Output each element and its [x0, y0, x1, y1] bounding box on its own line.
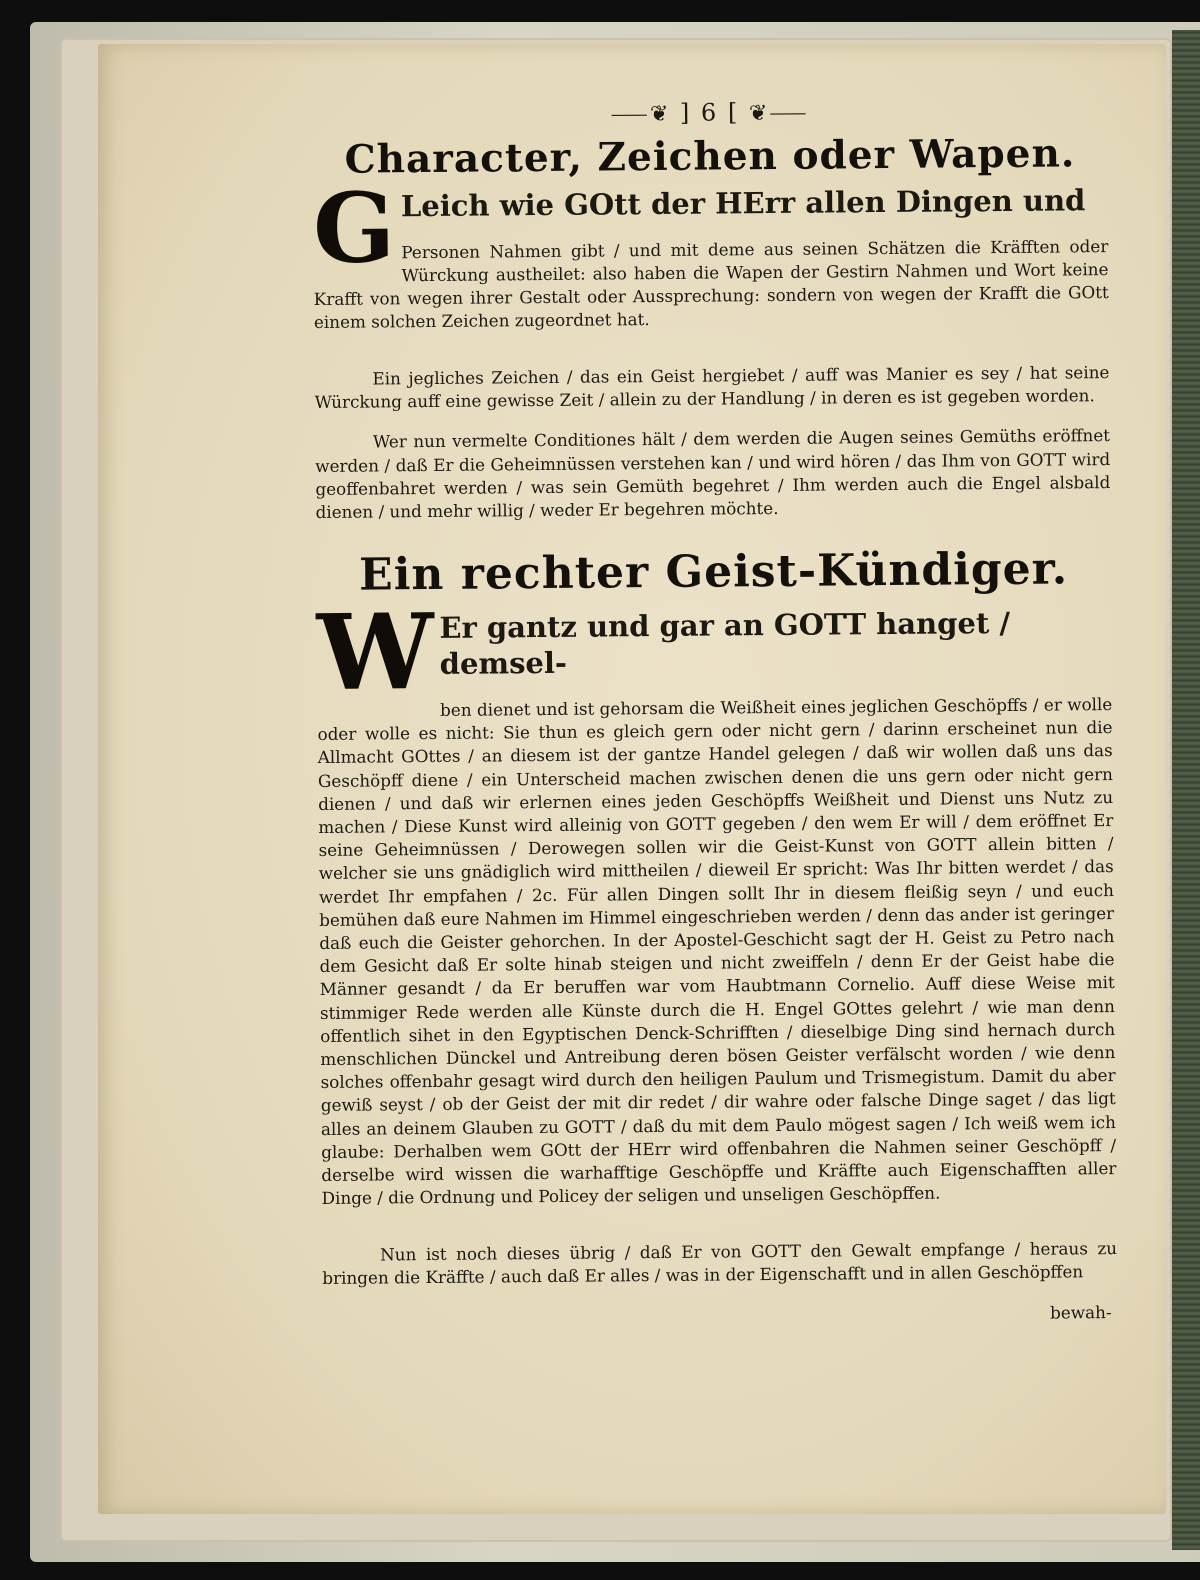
page-header	[312, 93, 1107, 131]
section-2-paragraph-2: Nun ist noch dieses übrig / daß Er von GOTT den Gewalt empfange / heraus zu bringen die Kräffte / auch daß Er alles / was in der Eigenschafft und in allen Geschöpffen	[322, 1238, 1118, 1289]
ornament-left-icon: ⸺❦	[610, 101, 671, 128]
page-title: Character, Zeichen oder Wapen.	[344, 130, 1076, 183]
section-1-lead-line: Leich wie GOtt der HErr allen Dingen und	[400, 183, 1086, 224]
cloth-binding-edge	[1172, 30, 1200, 1550]
drop-cap-g: G	[312, 171, 396, 285]
section-1-paragraph-2: Ein jegliches Zeichen / das ein Geist hergiebet / auff was Manier es sey / hat seine Würckung auff eine gewisse Zeit / allein zu der Handlung / in deren es ist gegeben worden.	[314, 362, 1110, 413]
section-2-lead-line: Er gantz und gar an GOTT hanget / demsel-	[439, 606, 1011, 682]
section-2-text: ben dienet und ist gehorsam die Weißheit eines jeglichen Geschöpffs / er wolle oder wolle es nicht: Sie thun es gleich gern oder nicht gern / darinn erscheinet nun die Allmacht GOttes / an diesem ist der gantze Handel gelegen / daß wir wollen daß uns das Geschöpff diene / ein Unterscheid machen zwischen denen die uns gern oder nicht gern dienen / und daß wir erlernen eines jeden Geschöpffs Weißheit und Dienst uns Nutz zu machen / Diese Kunst wird alleinig von GOTT gegeben / den wem Er will / dem eröffnet Er seine Geheimnüssen / Derowegen sollen wir die Geist-Kunst von GOTT allein bitten / welcher sie uns gnädiglich wird mittheilen / dieweil Er spricht: Was Ihr bitten werdet / das werdet Ihr empfahen / 2c. Für allen Dingen sollt Ihr in diesem fleißig seyn / und euch bemühen daß eure Nahmen im Himmel eingeschrieben werden / denn das ander ist geringer daß euch die Geister gehorchen. In der Apostel-Geschicht sagt der H. Geist zu Petro nach dem Gesicht daß Er solte hinab steigen und nicht zweiffeln / denn Er der Geist habe die Männer gesandt / da Er beruffen war vom Haubtmann Cornelio. Auff diese Weise mit stimmiger Rede werden alle Künste durch die H. Engel GOttes gelehrt / wie man denn offentlich sihet in den Egyptischen Denck-Schrifften / dieselbige Ding sind hernach durch menschlichen Dünckel und Antreibung deren bösen Geister verfälscht worden / wie denn solches offenbahr gesagt wird durch den heiligen Paulum und Trismegistum. Damit du aber gewiß seyst / ob der Geist der mit dir redet / dir wahre oder falsche Dinge saget / das ligt alles an deinem Glauben zu GOTT / daß du mit dem Paulo mögest sagen / Ich weiß wem ich glaube: Derhalben wem GOtt der HErr wird offenbahren die Nahmen seiner Geschöpff / derselbe wird wissen die warhafftige Geschöpffe und Kräffte auch Eigenschafften aller Dinge / die Ordnung und Policey der seligen und unseligen Geschöpffen.	[317, 694, 1117, 1209]
section-1-paragraph-3: Wer nun vermelte Conditiones hält / dem werden die Augen seines Gemüths eröffnet werden / daß Er die Geheimnüssen verstehen kan / und wird hören / das Ihm von GOTT wird geoffenbahret werden / was sein Gemüth begehret / Ihm werden auch die Engel alsbald dienen / und mehr willig / weder Er begehren möchte.	[315, 425, 1111, 522]
ornament-right-icon: ❦⸺	[748, 100, 809, 127]
section-2	[316, 590, 1118, 1331]
page-number: ] 6 [	[679, 98, 740, 127]
text-block	[312, 93, 1118, 1331]
section-heading: Ein rechter Geist-Kündiger.	[358, 543, 1069, 601]
section-1	[312, 171, 1111, 524]
drop-cap-w: W	[316, 590, 435, 715]
catchword: bewah-	[1049, 1302, 1112, 1323]
section-1-text: Personen Nahmen gibt / und mit deme aus seinen Schätzen die Kräfften oder Würckung austheilet: also haben die Wapen der Gestirn Nahmen und Wort keine Krafft von wegen ihrer Gestalt oder Aussprechung: sondern von wegen der Krafft die GOtt einem solchen Zeichen zugeordnet hat.	[313, 235, 1109, 333]
